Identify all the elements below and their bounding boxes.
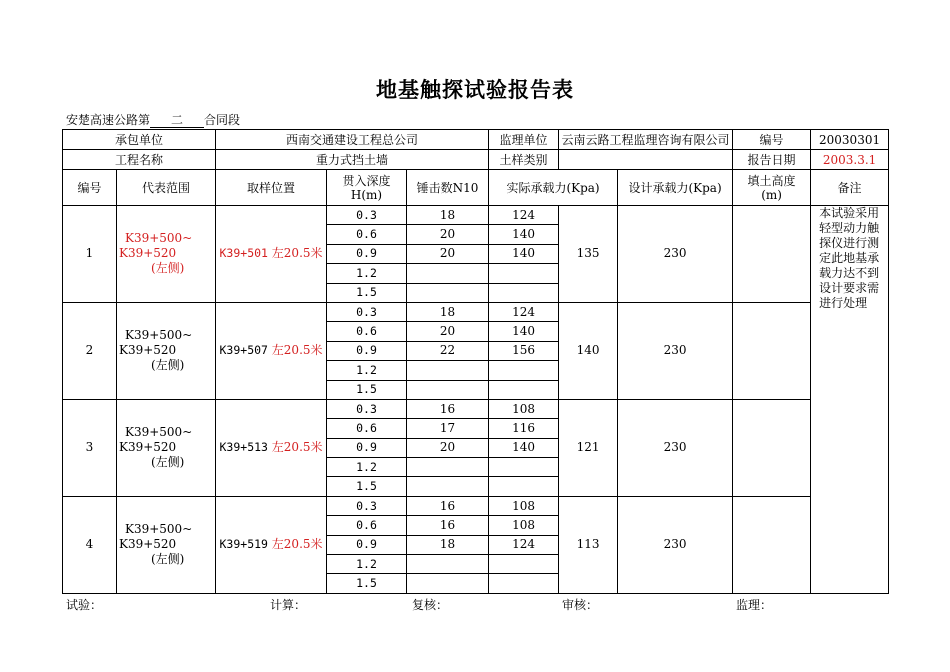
bearing-cell: 156 <box>489 341 559 360</box>
header-hammer: 锤击数N10 <box>407 170 489 206</box>
hammer-count-cell: 16 <box>407 399 489 418</box>
hammer-count-cell: 17 <box>407 419 489 438</box>
supervisor-value: 云南云路工程监理咨询有限公司 <box>559 130 733 150</box>
section-suffix: 合同段 <box>204 113 241 127</box>
design-bearing: 230 <box>618 496 733 593</box>
sample-location <box>216 302 327 399</box>
depth-cell: 0.9 <box>327 535 407 554</box>
location-station: K39+519 <box>219 537 268 552</box>
project-value: 重力式挡土墙 <box>216 150 489 170</box>
hammer-count-cell: 20 <box>407 244 489 263</box>
range-line-2: K39+520 <box>119 440 177 455</box>
hammer-count-cell <box>407 458 489 477</box>
sample-range <box>117 496 216 593</box>
depth-cell: 0.3 <box>327 399 407 418</box>
date-label: 报告日期 <box>733 150 811 170</box>
bearing-cell: 108 <box>489 399 559 418</box>
hammer-count-cell: 16 <box>407 516 489 535</box>
location-offset: 左20.5米 <box>271 537 323 552</box>
data-row <box>63 206 889 225</box>
depth-cell: 0.6 <box>327 516 407 535</box>
sample-range <box>117 206 216 303</box>
hammer-count-cell: 22 <box>407 341 489 360</box>
header-range: 代表范围 <box>117 170 216 206</box>
fill-height <box>733 496 811 593</box>
range-line-2: K39+520 <box>119 246 177 261</box>
hammer-count-cell: 18 <box>407 302 489 321</box>
hammer-count-cell: 18 <box>407 206 489 225</box>
sample-range <box>117 302 216 399</box>
remarks-cell: 本试验采用轻型动力触探仪进行测定此地基承载力达不到设计要求需进行处理 <box>811 206 889 594</box>
id-label: 编号 <box>733 130 811 150</box>
column-header-row <box>63 170 889 206</box>
bearing-cell <box>489 458 559 477</box>
footer-review: 复核： <box>412 598 449 612</box>
info-row-1 <box>63 130 889 150</box>
info-row-2 <box>63 150 889 170</box>
location-offset: 左20.5米 <box>271 440 323 455</box>
header-fill-line1: 填土高度 <box>747 173 796 188</box>
range-line-3: (左侧) <box>151 261 185 276</box>
section-prefix: 安楚高速公路第 <box>66 113 151 127</box>
bearing-cell: 140 <box>489 438 559 457</box>
id-value: 20030301 <box>811 130 889 150</box>
header-design: 设计承载力(Kpa) <box>618 170 733 206</box>
contract-section-line <box>66 111 240 128</box>
location-station: K39+513 <box>219 440 268 455</box>
hammer-count-cell <box>407 380 489 399</box>
location-offset: 左20.5米 <box>271 343 323 358</box>
location-offset: 左20.5米 <box>271 246 323 261</box>
sample-number: 2 <box>63 302 117 399</box>
report-title: 地基触探试验报告表 <box>376 78 574 102</box>
footer-supervisor: 监理： <box>736 598 773 612</box>
hammer-count-cell <box>407 574 489 593</box>
design-bearing: 230 <box>618 399 733 496</box>
range-line-3: (左侧) <box>151 358 185 373</box>
depth-cell: 0.6 <box>327 419 407 438</box>
depth-cell: 0.9 <box>327 438 407 457</box>
footer-calc: 计算： <box>270 598 307 612</box>
supervisor-label: 监理单位 <box>489 130 559 150</box>
range-line-1: K39+500~ <box>125 231 193 246</box>
bearing-cell <box>489 477 559 496</box>
data-row <box>63 399 889 418</box>
hammer-count-cell <box>407 361 489 380</box>
bearing-cell: 108 <box>489 496 559 515</box>
header-actual: 实际承载力(Kpa) <box>489 170 618 206</box>
range-line-1: K39+500~ <box>125 522 193 537</box>
depth-cell: 1.2 <box>327 264 407 283</box>
bearing-cell <box>489 574 559 593</box>
depth-cell: 0.9 <box>327 244 407 263</box>
header-fill <box>733 170 811 206</box>
depth-cell: 1.2 <box>327 555 407 574</box>
design-bearing: 230 <box>618 302 733 399</box>
depth-cell: 1.5 <box>327 283 407 302</box>
range-line-2: K39+520 <box>119 343 177 358</box>
hammer-count-cell: 16 <box>407 496 489 515</box>
range-line-3: (左侧) <box>151 455 185 470</box>
hammer-count-cell <box>407 264 489 283</box>
hammer-count-cell: 18 <box>407 535 489 554</box>
design-bearing: 230 <box>618 206 733 303</box>
depth-cell: 1.5 <box>327 477 407 496</box>
hammer-count-cell: 20 <box>407 322 489 341</box>
depth-cell: 0.6 <box>327 225 407 244</box>
depth-cell: 1.2 <box>327 361 407 380</box>
header-no: 编号 <box>63 170 117 206</box>
footer-audit: 审核： <box>562 598 599 612</box>
range-line-2: K39+520 <box>119 537 177 552</box>
hammer-count-cell: 20 <box>407 438 489 457</box>
hammer-count-cell <box>407 555 489 574</box>
actual-bearing-summary: 121 <box>559 399 618 496</box>
header-fill-line2: (m) <box>761 187 782 202</box>
range-line-1: K39+500~ <box>125 425 193 440</box>
depth-cell: 0.6 <box>327 322 407 341</box>
contractor-value: 西南交通建设工程总公司 <box>216 130 489 150</box>
bearing-cell: 124 <box>489 206 559 225</box>
date-value: 2003.3.1 <box>811 150 889 170</box>
project-label: 工程名称 <box>63 150 216 170</box>
bearing-cell: 108 <box>489 516 559 535</box>
data-row <box>63 302 889 321</box>
bearing-cell: 140 <box>489 244 559 263</box>
depth-cell: 0.3 <box>327 302 407 321</box>
sample-location <box>216 496 327 593</box>
hammer-count-cell: 20 <box>407 225 489 244</box>
depth-cell: 0.9 <box>327 341 407 360</box>
header-location: 取样位置 <box>216 170 327 206</box>
fill-height <box>733 302 811 399</box>
contractor-label: 承包单位 <box>63 130 216 150</box>
bearing-cell: 124 <box>489 302 559 321</box>
hammer-count-cell <box>407 477 489 496</box>
section-number: 二 <box>150 114 204 128</box>
bearing-cell: 124 <box>489 535 559 554</box>
range-line-1: K39+500~ <box>125 328 193 343</box>
sample-location <box>216 206 327 303</box>
header-note: 备注 <box>811 170 889 206</box>
bearing-cell <box>489 283 559 302</box>
footer-test: 试验： <box>66 598 103 612</box>
actual-bearing-summary: 140 <box>559 302 618 399</box>
bearing-cell: 140 <box>489 322 559 341</box>
depth-cell: 1.5 <box>327 574 407 593</box>
soil-label: 土样类别 <box>489 150 559 170</box>
header-depth <box>327 170 407 206</box>
sample-range <box>117 399 216 496</box>
depth-cell: 0.3 <box>327 206 407 225</box>
sample-number: 4 <box>63 496 117 593</box>
sample-number: 3 <box>63 399 117 496</box>
soil-value <box>559 150 733 170</box>
data-row <box>63 496 889 515</box>
range-line-3: (左侧) <box>151 552 185 567</box>
bearing-cell <box>489 361 559 380</box>
bearing-cell <box>489 380 559 399</box>
actual-bearing-summary: 113 <box>559 496 618 593</box>
bearing-cell <box>489 555 559 574</box>
header-depth-line1: 贯入深度 <box>342 173 391 188</box>
hammer-count-cell <box>407 283 489 302</box>
report-table <box>62 129 889 594</box>
header-depth-line2: H(m) <box>350 187 383 202</box>
bearing-cell <box>489 264 559 283</box>
location-station: K39+501 <box>219 246 268 261</box>
sample-number: 1 <box>63 206 117 303</box>
depth-cell: 1.5 <box>327 380 407 399</box>
actual-bearing-summary: 135 <box>559 206 618 303</box>
fill-height <box>733 206 811 303</box>
sample-location <box>216 399 327 496</box>
fill-height <box>733 399 811 496</box>
location-station: K39+507 <box>219 343 268 358</box>
bearing-cell: 116 <box>489 419 559 438</box>
depth-cell: 0.3 <box>327 496 407 515</box>
depth-cell: 1.2 <box>327 458 407 477</box>
bearing-cell: 140 <box>489 225 559 244</box>
